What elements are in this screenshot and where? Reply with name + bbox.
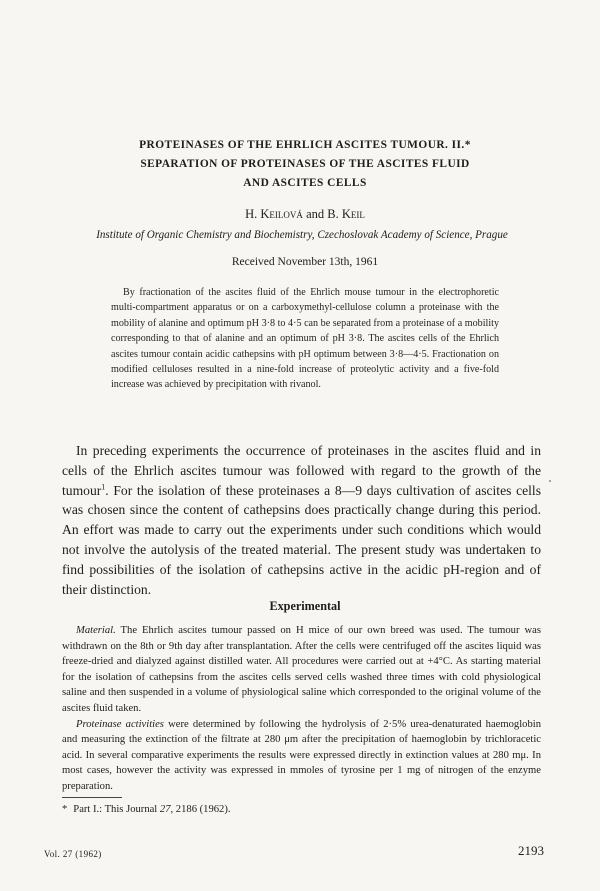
- introduction: [62, 441, 541, 599]
- material-text: The Ehrlich ascites tumour passed on H mice of our own breed was used. The tumour was withdrawn on the 8th or 9th day after transplantation. After the cells were centrifuged off the ascites liquid was freeze-dried and dialyzed against distilled water. All procedures were carried out at +4°C. As starting material for the isolation of cathepsins from the ascites cells served cells washed three times with cold physiological saline and then suspended in a volume of physiological saline which corresponded to the original volume of the ascites fluid taken.: [62, 625, 541, 714]
- proteinase-label: Proteinase activities: [76, 718, 164, 730]
- footnote-text-1: Part I.: This Journal: [73, 804, 160, 815]
- footnote-volume: 27,: [159, 804, 174, 815]
- section-heading: Experimental: [269, 599, 341, 613]
- affiliation: Institute of Organic Chemistry and Biochemistry, Czechoslovak Academy of Science, Prague: [96, 229, 508, 241]
- material-label: Material.: [76, 625, 116, 636]
- authors-conjunction: and: [306, 207, 325, 221]
- experimental-body: [62, 623, 541, 795]
- page-number: 2193: [518, 843, 544, 858]
- received-date: Received November 13th, 1961: [231, 256, 379, 268]
- material-paragraph: [62, 623, 541, 717]
- title-line-2: SEPARATION OF PROTEINASES OF THE ASCITES FLUID: [140, 158, 470, 170]
- footnote-rule: [62, 797, 122, 798]
- author1-initial: H.: [245, 207, 258, 221]
- journal-volume: Vol. 27 (1962): [44, 849, 102, 859]
- footnote: [62, 804, 231, 815]
- paper-title: [60, 136, 550, 193]
- title-line-3: AND ASCITES CELLS: [243, 177, 367, 189]
- author2-name: Keil: [341, 207, 365, 221]
- footnote-mark: *: [62, 804, 68, 815]
- intro-reference: 1: [101, 482, 106, 492]
- intro-text-2: . For the isolation of these proteinases a 8—9 days cultivation of ascites cells was chosen since the content of cathepsins does practically change during this period. An effort was made to carry out the experiments under such conditions which would not involve the autolysis of the treated material. The present study was undertaken to find possibilities of the isolation of cathepsins active in the acidic pH-region and of their distinction.: [62, 482, 541, 597]
- abstract-text: By fractionation of the ascites fluid of the Ehrlich mouse tumour in the electrophoretic multi-compartment apparatus or on a carboxymethyl-cellulose column a proteinase with the mobility of alanine and optimum pH 3·8 to 4·5 can be separated from a proteinase of a mobility corresponding to that of alanine and an optimum of pH 3·8. The ascites cells of the Ehrlich ascites tumour contain acidic cathepsins with pH optimum between 3·8—4·5. Fractionation on modified celluloses resulted in a nine-fold increase of proteolytic activity and a five-fold increase was achieved by precipitation with rivanol.: [111, 287, 499, 391]
- author1-name: Keilová: [260, 207, 303, 221]
- authors: [60, 207, 550, 222]
- margin-speck: [549, 480, 551, 482]
- intro-text-1: In preceding experiments the occurrence of proteinases in the ascites fluid and in cells of the Ehrlich ascites tumour was followed with regard to the growth of the tumour: [62, 443, 541, 498]
- author2-initial: B.: [327, 207, 339, 221]
- proteinase-text: were determined by following the hydrolysis of 2·5% urea-denaturated haemoglobin and measuring the extinction of the filtrate at 280 μm after the precipitation of haemoglobin by trichloracetic acid. In several comparative experiments the results were expressed directly in extinction values at 280 mμ. In most cases, however the activity was expressed in mmoles of tyrosine per 1 mg of nitrogen of the enzyme preparation.: [62, 718, 541, 792]
- title-line-1: PROTEINASES OF THE EHRLICH ASCITES TUMOUR. II.*: [139, 139, 471, 151]
- abstract: [111, 285, 499, 393]
- footnote-text-2: 2186 (1962).: [173, 804, 231, 815]
- proteinase-paragraph: [62, 717, 541, 795]
- intro-paragraph: [62, 441, 541, 599]
